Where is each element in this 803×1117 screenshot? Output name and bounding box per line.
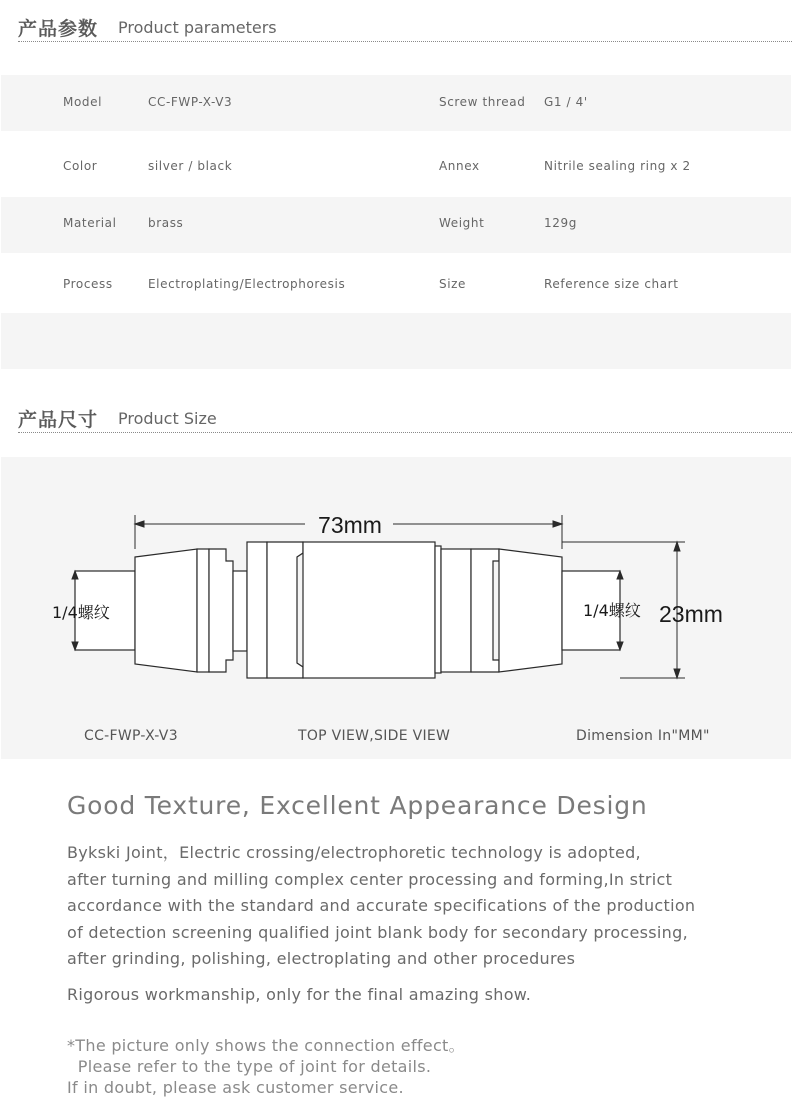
tagline: Rigorous workmanship, only for the final amazing show. xyxy=(67,985,532,1004)
param-label: Screw thread xyxy=(439,95,526,109)
param-value: Nitrile sealing ring x 2 xyxy=(544,159,691,173)
right-groove xyxy=(471,549,499,672)
params-title-cn: 产品参数 xyxy=(18,18,99,40)
description-line: accordance with the standard and accurate specifications of the production xyxy=(67,896,696,915)
note-line: Please refer to the type of joint for details. xyxy=(67,1057,432,1076)
param-label: Process xyxy=(63,277,113,291)
params-row xyxy=(1,253,791,313)
param-label: Model xyxy=(63,95,103,109)
param-value: 129g xyxy=(544,216,577,230)
right-ring xyxy=(435,546,441,673)
param-value: Reference size chart xyxy=(544,277,679,291)
param-value: CC-FWP-X-V3 xyxy=(148,95,233,109)
param-label: Material xyxy=(63,216,117,230)
params-section-title xyxy=(18,14,792,40)
param-value: silver / black xyxy=(148,159,233,173)
right-thread-label: 1/4螺纹 xyxy=(583,601,641,620)
height-dimension-label: 23mm xyxy=(659,601,723,627)
center-collar xyxy=(247,542,267,678)
model-caption: CC-FWP-X-V3 xyxy=(84,728,178,744)
right-tapered-nut xyxy=(499,549,562,672)
main-body xyxy=(303,542,435,678)
params-title-en: Product parameters xyxy=(118,18,277,37)
param-label: Color xyxy=(63,159,98,173)
left-tapered-nut xyxy=(135,549,197,672)
description-line: after grinding, polishing, electroplating and other procedures xyxy=(67,949,576,968)
note-line: *The picture only shows the connection effect。 xyxy=(67,1036,465,1055)
divider xyxy=(18,41,792,42)
description-line: Bykski Joint，Electric crossing/electrophoretic technology is adopted, xyxy=(67,843,641,862)
view-caption: TOP VIEW,SIDE VIEW xyxy=(298,728,451,744)
size-section-title xyxy=(18,405,792,431)
collar-step xyxy=(267,542,303,678)
param-label: Size xyxy=(439,277,467,291)
left-nut-ring xyxy=(197,549,209,672)
left-groove xyxy=(209,549,233,672)
left-neck xyxy=(233,571,247,651)
params-row xyxy=(1,197,791,253)
params-empty-row xyxy=(1,313,791,369)
length-dimension-label: 73mm xyxy=(318,512,382,538)
description-line: after turning and milling complex center processing and forming,In strict xyxy=(67,869,673,889)
size-title-cn: 产品尺寸 xyxy=(18,409,99,431)
description-line: of detection screening qualified joint blank body for secondary processing, xyxy=(67,922,688,942)
param-value: G1 / 4' xyxy=(544,95,588,109)
divider xyxy=(18,432,792,433)
texture-heading: Good Texture, Excellent Appearance Design xyxy=(67,791,648,820)
size-title-en: Product Size xyxy=(118,409,217,428)
params-row xyxy=(1,131,791,197)
left-thread-label: 1/4螺纹 xyxy=(52,603,110,622)
texture-description xyxy=(67,840,747,973)
param-value: Electroplating/Electrophoresis xyxy=(148,277,346,291)
disclaimer-note xyxy=(67,1035,465,1098)
param-label: Annex xyxy=(439,159,480,173)
right-nut xyxy=(441,549,471,672)
note-line: If in doubt, please ask customer service. xyxy=(67,1078,404,1097)
params-row xyxy=(1,75,791,131)
param-label: Weight xyxy=(439,216,485,230)
fitting-dimension-diagram xyxy=(1,457,791,759)
param-value: brass xyxy=(148,216,184,230)
unit-caption: Dimension In"MM" xyxy=(576,728,710,744)
size-diagram-panel xyxy=(1,457,791,759)
